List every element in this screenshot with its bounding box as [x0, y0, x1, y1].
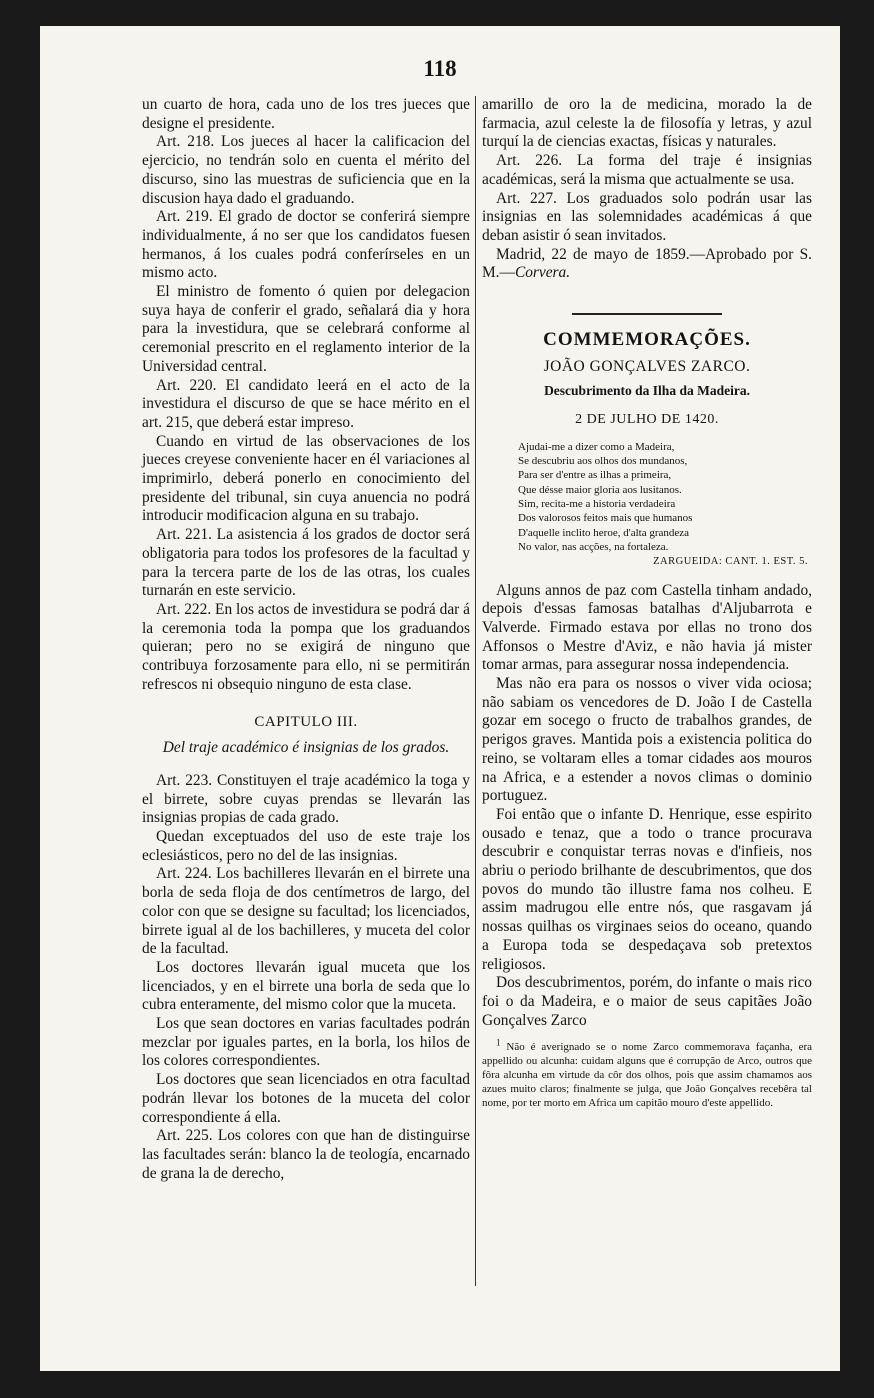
paragraph: Quedan exceptuados del uso de este traje los eclesiásticos, pero no del de las insignias.: [142, 828, 470, 864]
paragraph: Art. 226. La forma del traje é insignias académicas, será la misma que actualmente se usa.: [482, 152, 812, 188]
footnote-text: Não é averignado se o nome Zarco commemorava façanha, era appellido ou alcunha: cuidam alguns que é corrupção de Arco, outros que fôra alcunha em virtude da côr dos olhos, pois que assim chamamos aos azues muito claros; finalmente se julga, que João Gonçalves recebêra tal nome, por ter morto em Africa um capitão mouro d'este appellido.: [482, 1041, 813, 1110]
commemoration-subtitle: Descubrimento da Ilha da Madeira.: [544, 383, 750, 399]
paragraph: Art. 227. Los graduados solo podrán usar las insignias en las solemnidades académicas á que deban asistir ó sean invitados.: [482, 189, 812, 244]
commemoration-text: [482, 582, 812, 1031]
right-column: [482, 96, 812, 1110]
paragraph: Art. 224. Los bachilleres llevarán en el birrete una borla de seda floja de dos centímetros de largo, del color con que se designe su facultad; los licenciados, birrete igual al de los bachilleres, y muceta del color de la facultad.: [142, 865, 470, 958]
page-number: 118: [423, 56, 457, 81]
column-rule: [475, 96, 476, 1286]
paragraph: Alguns annos de paz com Castella tinham andado, depois d'essas famosas batalhas d'Aljubarrota e Valverde. Firmado estava por ellas no trono dos Affonsos o Mestre d'Aviz, e não havia já mister tomar armas, para assegurar nossa independencia.: [482, 581, 812, 674]
verse-block: [482, 440, 812, 570]
paragraph: amarillo de oro la de medicina, morado la de farmacia, azul celeste la de filosofía y letras, y azul turquí la de ciencias exactas, físicas y naturales.: [482, 96, 812, 151]
signature-text: Madrid, 22 de mayo de 1859.—Aprobado por S. M.—: [482, 245, 812, 282]
verse-line: Ajudai-me a dizer como a Madeira,: [518, 440, 675, 453]
paragraph: Los doctores llevarán igual muceta que los licenciados, y en el birrete una borla de seda que lo cubra enteramente, del mismo color que la muceta.: [142, 958, 470, 1014]
verse-line: No valor, nas acções, na fortaleza.: [518, 540, 669, 553]
paragraph: Los doctores que sean licenciados en otra facultad podrán llevar los botones de la muceta del color correspondiente á ella.: [142, 1071, 470, 1126]
paragraph: Art. 218. Los jueces al hacer la calificacion del ejercicio, no tendrán solo en cuenta el mérito del discurso, sino las muestras de suficiencia que en la discusion haya dado el graduando.: [142, 133, 470, 207]
paragraph: Art. 222. En los actos de investidura se podrá dar á la ceremonia toda la pompa que los graduandos quieran; pero no se exigirá de ninguno que contribuya forzosamente para ello, ni se permitirán refrescos ni obsequio ninguno de esta clase.: [142, 600, 470, 693]
paragraph: Art. 225. Los colores con que han de distinguirse las facultades serán: blanco la de teología, encarnado de grana la de derecho,: [142, 1127, 470, 1182]
paragraph: un cuarto de hora, cada uno de los tres jueces que designe el presidente.: [142, 96, 470, 132]
paragraph: Cuando en virtud de las observaciones de los jueces creyese conveniente hacer en él variaciones al imprimirlo, deberá ponerlo en conocimiento del presidente del tribunal, sin cuya anuencia no podrá introducir modificacion alguna en su trabajo.: [142, 432, 470, 525]
signature-line: [482, 246, 812, 283]
paragraph: Mas não era para os nossos o viver vida ociosa; não sabiam os vencedores de D. João I de Castella gozar em socego o fructo de trabalhos grandes, de perigos graves. Mantida pois a existencia politica do reino, se voltaram elles a tomar cidades aos mouros na Africa, e a estender a novos climas o dominio portuguez.: [482, 675, 812, 805]
signature-name: Corvera.: [514, 264, 571, 282]
paragraph: Art. 220. El candidato leerá en el acto de la investidura el discurso de que se hace mérito en el art. 215, que deberá estar impreso.: [142, 376, 470, 431]
footnote-mark: 1: [496, 1037, 501, 1048]
verse-source: ZARGUEIDA: CANT. 1. EST. 5.: [653, 556, 808, 568]
verse-line: Se descubriu aos olhos dos mundanos,: [518, 455, 688, 468]
commemoration-date: 2 DE JULHO DE 1420.: [575, 412, 719, 428]
left-column: [142, 96, 470, 1183]
commemoration-title: COMMEMORAÇÕES.: [543, 329, 751, 351]
verse-line: D'aquelle inclito heroe, d'alta grandeza: [518, 526, 690, 539]
paragraph: El ministro de fomento ó quien por delegacion suya haya de conferir el grado, señalará dia y hora para la investidura, que se celebrará conforme al ceremonial prescrito en el reglamento interior de la Universidad central.: [142, 283, 470, 375]
left-articles: [142, 96, 470, 695]
section-divider: [572, 313, 722, 315]
commemoration-name: JOÃO GONÇALVES ZARCO.: [543, 357, 751, 375]
paragraph: Dos descubrimentos, porém, do infante o mais rico foi o da Madeira, e o maior de seus capitães João Gonçalves Zarco: [482, 974, 812, 1029]
right-articles: [482, 96, 812, 246]
verse-line: Para ser d'entre as ilhas a primeira,: [518, 469, 672, 482]
paragraph: Art. 223. Constituyen el traje académico la toga y el birrete, sobre cuyas prendas se llevarán las insignias propias de cada grado.: [142, 771, 470, 827]
paragraph: Los que sean doctores en varias facultades podrán mezclar por iguales partes, en la borla, los hilos de los colores correspondientes.: [142, 1015, 470, 1070]
paragraph: Foi então que o infante D. Henrique, esse espirito ousado e tenaz, que a todo o trance procurava descubrir e conquistar terras novas e d'infieis, nos abriu o periodo brilhante de descubrimentos, que dos povos do mundo tão illustre fama nos colheu. E assim madrugou elle entre nós, que rasgavam já nossas quilhas os virginaes seios do oceano, quando a Europa toda se despedaçava sob pretextos religiosos.: [482, 805, 812, 973]
paragraph: Art. 219. El grado de doctor se conferirá siempre individualmente, á no ser que los candidatos fuesen hermanos, á los cuales podrá conferírseles en un mismo acto.: [142, 208, 470, 282]
document-page: [40, 26, 840, 1371]
verse-line: Que désse maior gloria aos lusitanos.: [518, 483, 682, 496]
footnote: [482, 1037, 813, 1110]
chapter-title: CAPITULO III.: [254, 713, 358, 730]
paragraph: Art. 221. La asistencia á los grados de doctor será obligatoria para todos los profesores de la facultad y para la tercera parte de los de las otras, los cuales turnarán en este servicio.: [142, 526, 470, 600]
chapter-subtitle: Del traje académico é insignias de los grados.: [162, 739, 450, 757]
verse-line: Sim, recita-me a historia verdadeira: [518, 498, 676, 511]
verse-line: Dos valorosos feitos mais que humanos: [518, 512, 693, 525]
left-articles-chapter: [142, 772, 470, 1183]
